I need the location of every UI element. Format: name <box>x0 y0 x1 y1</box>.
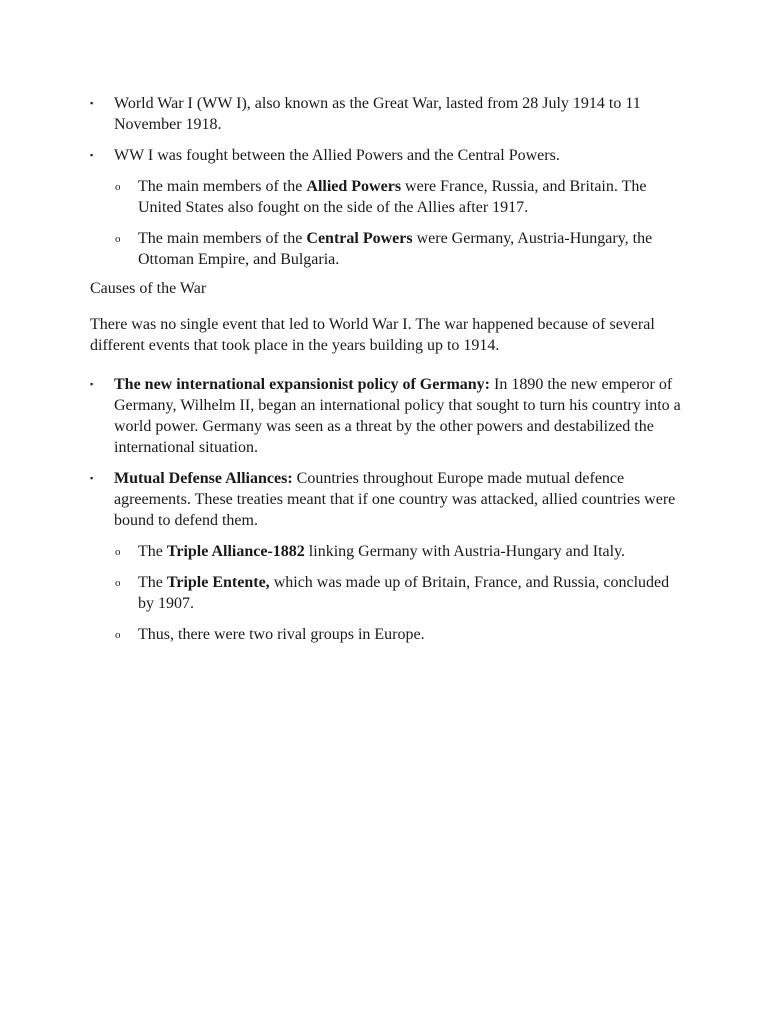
text-span: linking Germany with Austria-Hungary and Italy. <box>304 543 626 560</box>
bold-term: Allied Powers <box>306 178 402 195</box>
list-item <box>90 93 682 135</box>
bold-term: Central Powers <box>306 230 413 247</box>
list-item-text: World War I (WW I), also known as the Great War, lasted from 28 July 1914 to 11 November 1918. <box>114 95 641 133</box>
list-item <box>90 145 682 166</box>
text-span: Thus, there were two rival groups in Europe. <box>138 626 425 643</box>
text-span: Countries throughout Europe made mutual defence agreements. These treaties meant that if one country was attacked, allied countries were bound to defend them. <box>114 470 676 529</box>
causes-list <box>90 374 682 655</box>
intro-paragraph: There was no single event that led to World War I. The war happened because of several different events that took place in the years building up to 1914. <box>90 316 655 354</box>
intro-list <box>90 93 682 280</box>
list-item <box>90 374 682 458</box>
text-span: were Germany, Austria-Hungary, the Ottoman Empire, and Bulgaria. <box>138 230 653 268</box>
text-span: The main members of the <box>138 178 307 195</box>
sub-list-item <box>90 228 682 270</box>
text-span: The <box>138 574 167 591</box>
text-span: were France, Russia, and Britain. The United States also fought on the side of the Allies after 1917. <box>138 178 647 216</box>
bold-term: Triple Entente, <box>166 574 270 591</box>
text-span: The main members of the <box>138 230 307 247</box>
bold-term: Triple Alliance-1882 <box>166 543 305 560</box>
text-span: The <box>138 543 167 560</box>
bold-term: Mutual Defense Alliances: <box>114 470 293 487</box>
text-span: which was made up of Britain, France, and Russia, concluded by 1907. <box>138 574 670 612</box>
sub-list-item <box>90 572 682 614</box>
sub-list-item <box>90 624 682 645</box>
section-heading: Causes of the War <box>90 280 207 297</box>
text-span: In 1890 the new emperor of Germany, Wilhelm II, began an international policy that sought to turn his country into a world power. Germany was seen as a threat by the other powers and destabilized the international situation. <box>114 376 681 456</box>
bold-term: The new international expansionist policy of Germany: <box>114 376 491 393</box>
sub-list-item <box>90 541 682 562</box>
sub-list-item <box>90 176 682 218</box>
list-item <box>90 468 682 531</box>
list-item-text: WW I was fought between the Allied Powers and the Central Powers. <box>114 147 560 164</box>
